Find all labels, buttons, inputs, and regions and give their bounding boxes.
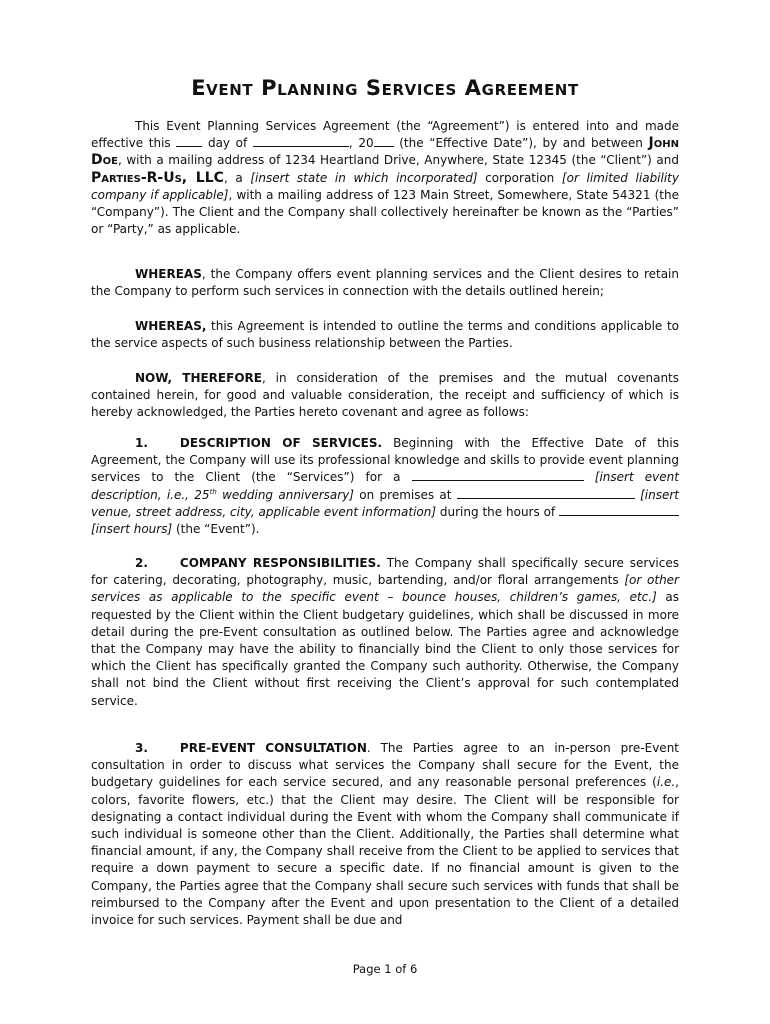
whereas-text: , the Company offers event planning services and the Client desires to retain the Company to perform such services in connection with the details outlined herein; xyxy=(91,267,679,299)
section-text: The Company shall specifically secure services for catering, decorating, photography, music, bartending, and/or floral arrangements xyxy=(91,556,679,588)
now-therefore-lead: NOW, THEREFORE xyxy=(135,371,262,385)
section-text: during the hours of xyxy=(436,504,559,519)
section-heading: DESCRIPTION OF SERVICES. xyxy=(179,436,383,450)
premises-blank[interactable] xyxy=(457,487,635,499)
services-placeholder: [or other services as applicable to the specific event – bounce houses, children’s games, etc.] xyxy=(91,573,679,605)
section-text: Beginning with the Effective Date of this Agreement, the Company will use its professional knowledge and skills to provide event planning services to the Client (the “Services”) for a xyxy=(91,436,680,485)
intro-text: day of xyxy=(202,136,253,151)
llc-placeholder: [or limited liability company if applicable] xyxy=(91,170,679,202)
section-number: 1. xyxy=(135,436,148,450)
page-footer: Page 1 of 6 xyxy=(352,962,418,976)
ie-abbrev: i.e. xyxy=(656,775,676,790)
section-2-paragraph xyxy=(91,555,679,710)
whereas-lead: WHEREAS, xyxy=(135,319,207,333)
section-heading: PRE-EVENT CONSULTATION xyxy=(179,741,367,755)
now-therefore-paragraph xyxy=(91,370,679,422)
section-3-paragraph xyxy=(91,740,679,929)
intro-text: , with a mailing address of 123 Main Street, Somewhere, State 54321 (the “Company”). The Client and the Company shall collectively hereinafter be known as the “Parties” or “Party,” as applicable. xyxy=(91,187,679,237)
whereas-text: this Agreement is intended to outline the terms and conditions applicable to the service aspects of such business relationship between the Parties. xyxy=(91,319,679,351)
whereas-lead: WHEREAS xyxy=(135,267,202,281)
whereas-paragraph-2 xyxy=(91,318,679,352)
section-text: . The Parties agree to an in-person pre-Event consultation in order to discuss what services the Company shall secure for the Event, the budgetary guidelines for each service secured, and any reasonable personal preferences ( xyxy=(91,741,679,790)
section-number: 2. xyxy=(135,556,148,570)
intro-text: (the “Effective Date”), by and between xyxy=(393,136,649,151)
event-description-placeholder: [insert event description, i.e., 25th wedding anniversary] xyxy=(91,470,679,502)
section-text: , colors, favorite flowers, etc.) that the Client may desire. The Client will be responsible for designating a contact individual during the Event with whom the Company shall communicate if such individual is someone other than the Client. Additionally, the Parties shall determine what financial amount, if any, the Company shall receive from the Client to be applied to services that require a down payment to secure a specific date. If no financial amount is given to the Company, the Parties agree that the Company shall secure such services with funds that shall be reimbursed to the Company after the Event and upon presentation to the Client of a detailed invoice for such services. Payment shall be due and xyxy=(91,775,679,928)
section-text: (the “Event”). xyxy=(172,522,260,537)
year-blank[interactable] xyxy=(374,135,394,147)
hours-blank[interactable] xyxy=(559,504,679,516)
section-1-paragraph xyxy=(91,435,679,538)
intro-paragraph xyxy=(91,118,679,238)
month-blank[interactable] xyxy=(253,135,349,147)
section-heading: COMPANY RESPONSIBILITIES. xyxy=(179,556,381,570)
intro-text: , 20 xyxy=(348,136,374,151)
section-number: 3. xyxy=(135,741,148,755)
intro-text: This Event Planning Services Agreement (the “Agreement”) is entered into and made effective this xyxy=(91,119,679,151)
intro-text: , with a mailing address of 1234 Heartland Drive, Anywhere, State 12345 (the “Client”) and xyxy=(117,153,679,168)
venue-placeholder: [insert venue, street address, city, applicable event information] xyxy=(91,487,680,519)
document-title: Event Planning Services Agreement xyxy=(191,76,579,100)
section-text: on premises at xyxy=(354,487,457,502)
client-name: John Doe xyxy=(91,135,679,169)
event-description-blank[interactable] xyxy=(412,469,584,481)
hours-placeholder: [insert hours] xyxy=(91,522,173,537)
intro-text: corporation xyxy=(477,170,562,185)
day-blank[interactable] xyxy=(176,135,202,147)
state-placeholder: [insert state in which incorporated] xyxy=(250,170,478,185)
intro-text: , a xyxy=(223,170,251,185)
company-name: Parties-R-Us, LLC xyxy=(91,169,224,186)
whereas-paragraph-1 xyxy=(91,266,679,300)
now-therefore-text: , in consideration of the premises and the mutual covenants contained herein, for good and valuable consideration, the receipt and sufficiency of which is hereby acknowledged, the Parties hereto covenant and agree as follows: xyxy=(91,371,680,420)
section-text: as requested by the Client within the Client budgetary guidelines, which shall be discussed in more detail during the pre-Event consultation as outlined below. The Parties agree and acknowledge that the Company may have the ability to financially bind the Client to only those services for which the Client has specifically granted the Company such authority. Otherwise, the Company shall not bind the Client without first receiving the Client’s approval for such contemplated service. xyxy=(91,590,680,708)
